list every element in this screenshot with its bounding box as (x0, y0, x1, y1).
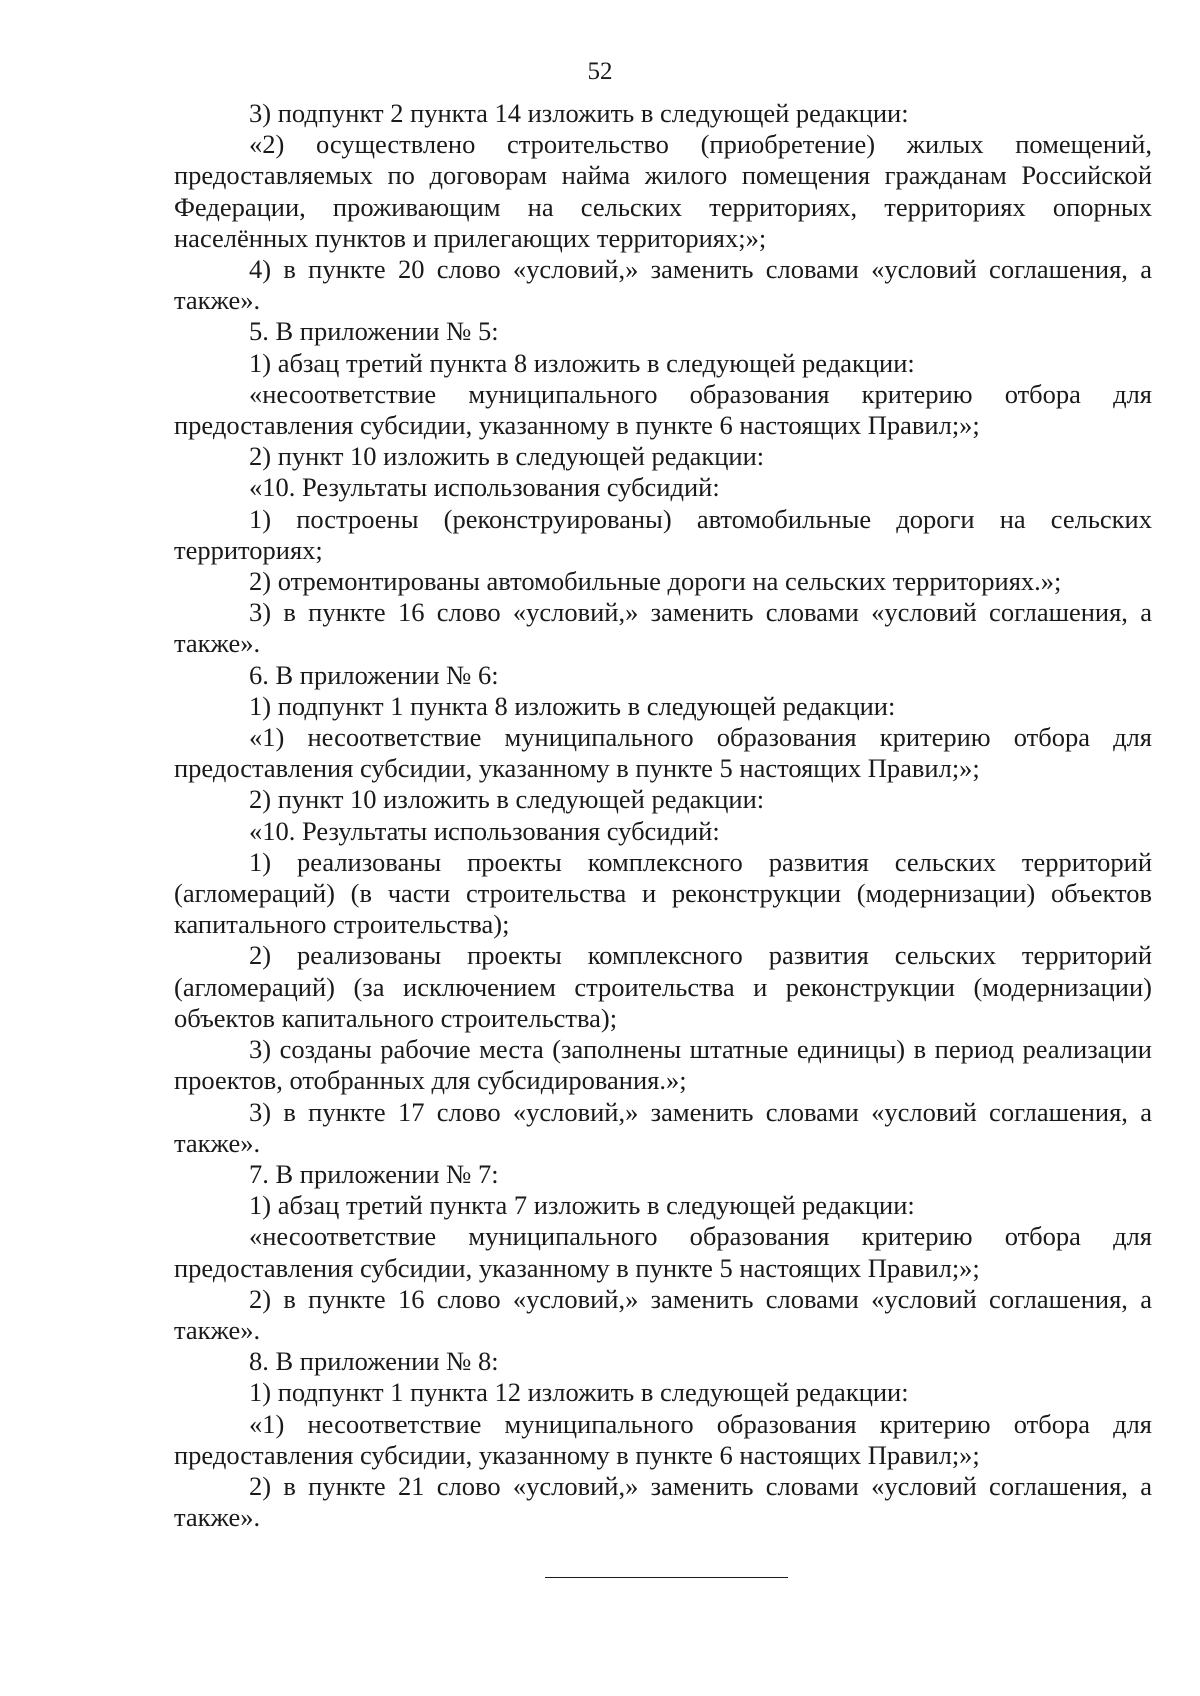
page-number: 52 (587, 58, 613, 85)
paragraph-24: 2) в пункте 16 слово «условий,» заменить словами «условий соглашения, а также». (174, 1283, 1152, 1345)
paragraph-18: 2) реализованы проекты комплексного развития сельских территорий (агломераций) (за исключением строительства и реконструкции (модернизации) объектов капитального строительства); (174, 940, 1152, 1033)
paragraph-15: 2) пункт 10 изложить в следующей редакции: (249, 784, 765, 815)
paragraph-10: 2) отремонтированы автомобильные дороги на сельских территориях.»; (249, 566, 1062, 597)
paragraph-2: «2) осуществлено строительство (приобретение) жилых помещений, предоставляемых по договорам найма жилого помещения гражданам Российской Федерации, проживающим на сельских территориях, территориях опорных населённых пунктов и прилегающих территориях;»; (174, 129, 1152, 253)
document-body (174, 98, 1152, 1533)
paragraph-12: 6. В приложении № 6: (249, 659, 499, 690)
paragraph-21: 7. В приложении № 7: (249, 1158, 499, 1189)
paragraph-3: 4) в пункте 20 слово «условий,» заменить словами «условий соглашения, а также». (174, 254, 1152, 316)
paragraph-22: 1) абзац третий пункта 7 изложить в следующей редакции: (249, 1190, 915, 1221)
paragraph-1: 3) подпункт 2 пункта 14 изложить в следующей редакции: (249, 98, 909, 128)
paragraph-8: «10. Результаты использования субсидий: (249, 472, 720, 503)
paragraph-16: «10. Результаты использования субсидий: (249, 815, 720, 846)
paragraph-9: 1) построены (реконструированы) автомобильные дороги на сельских территориях; (174, 503, 1152, 565)
paragraph-4: 5. В приложении № 5: (249, 316, 499, 347)
paragraph-20: 3) в пункте 17 слово «условий,» заменить словами «условий соглашения, а также». (174, 1096, 1152, 1158)
paragraph-28: 2) в пункте 21 слово «условий,» заменить словами «условий соглашения, а также». (174, 1470, 1152, 1533)
paragraph-19: 3) созданы рабочие места (заполнены штатные единицы) в период реализации проектов, отобранных для субсидирования.»; (174, 1034, 1152, 1096)
paragraph-14: «1) несоответствие муниципального образования критерию отбора для предоставления субсидии, указанному в пункте 5 настоящих Правил;»; (174, 722, 1152, 784)
paragraph-11: 3) в пункте 16 слово «условий,» заменить словами «условий соглашения, а также». (174, 597, 1152, 659)
paragraph-27: «1) несоответствие муниципального образования критерию отбора для предоставления субсидии, указанному в пункте 6 настоящих Правил;»; (174, 1408, 1152, 1470)
paragraph-7: 2) пункт 10 изложить в следующей редакции: (249, 441, 765, 472)
paragraph-23: «несоответствие муниципального образования критерию отбора для предоставления субсидии, указанному в пункте 5 настоящих Правил;»; (174, 1221, 1152, 1283)
paragraph-5: 1) абзац третий пункта 8 изложить в следующей редакции: (249, 347, 915, 378)
paragraph-26: 1) подпункт 1 пункта 12 изложить в следующей редакции: (249, 1377, 909, 1408)
paragraph-25: 8. В приложении № 8: (249, 1346, 499, 1377)
paragraph-17: 1) реализованы проекты комплексного развития сельских территорий (агломераций) (в части строительства и реконструкции (модернизации) объектов капитального строительства); (174, 846, 1152, 940)
paragraph-6: «несоответствие муниципального образования критерию отбора для предоставления субсидии, указанному в пункте 6 настоящих Правил;»; (174, 378, 1152, 441)
end-rule (545, 1577, 788, 1578)
paragraph-13: 1) подпункт 1 пункта 8 изложить в следующей редакции: (249, 690, 896, 721)
